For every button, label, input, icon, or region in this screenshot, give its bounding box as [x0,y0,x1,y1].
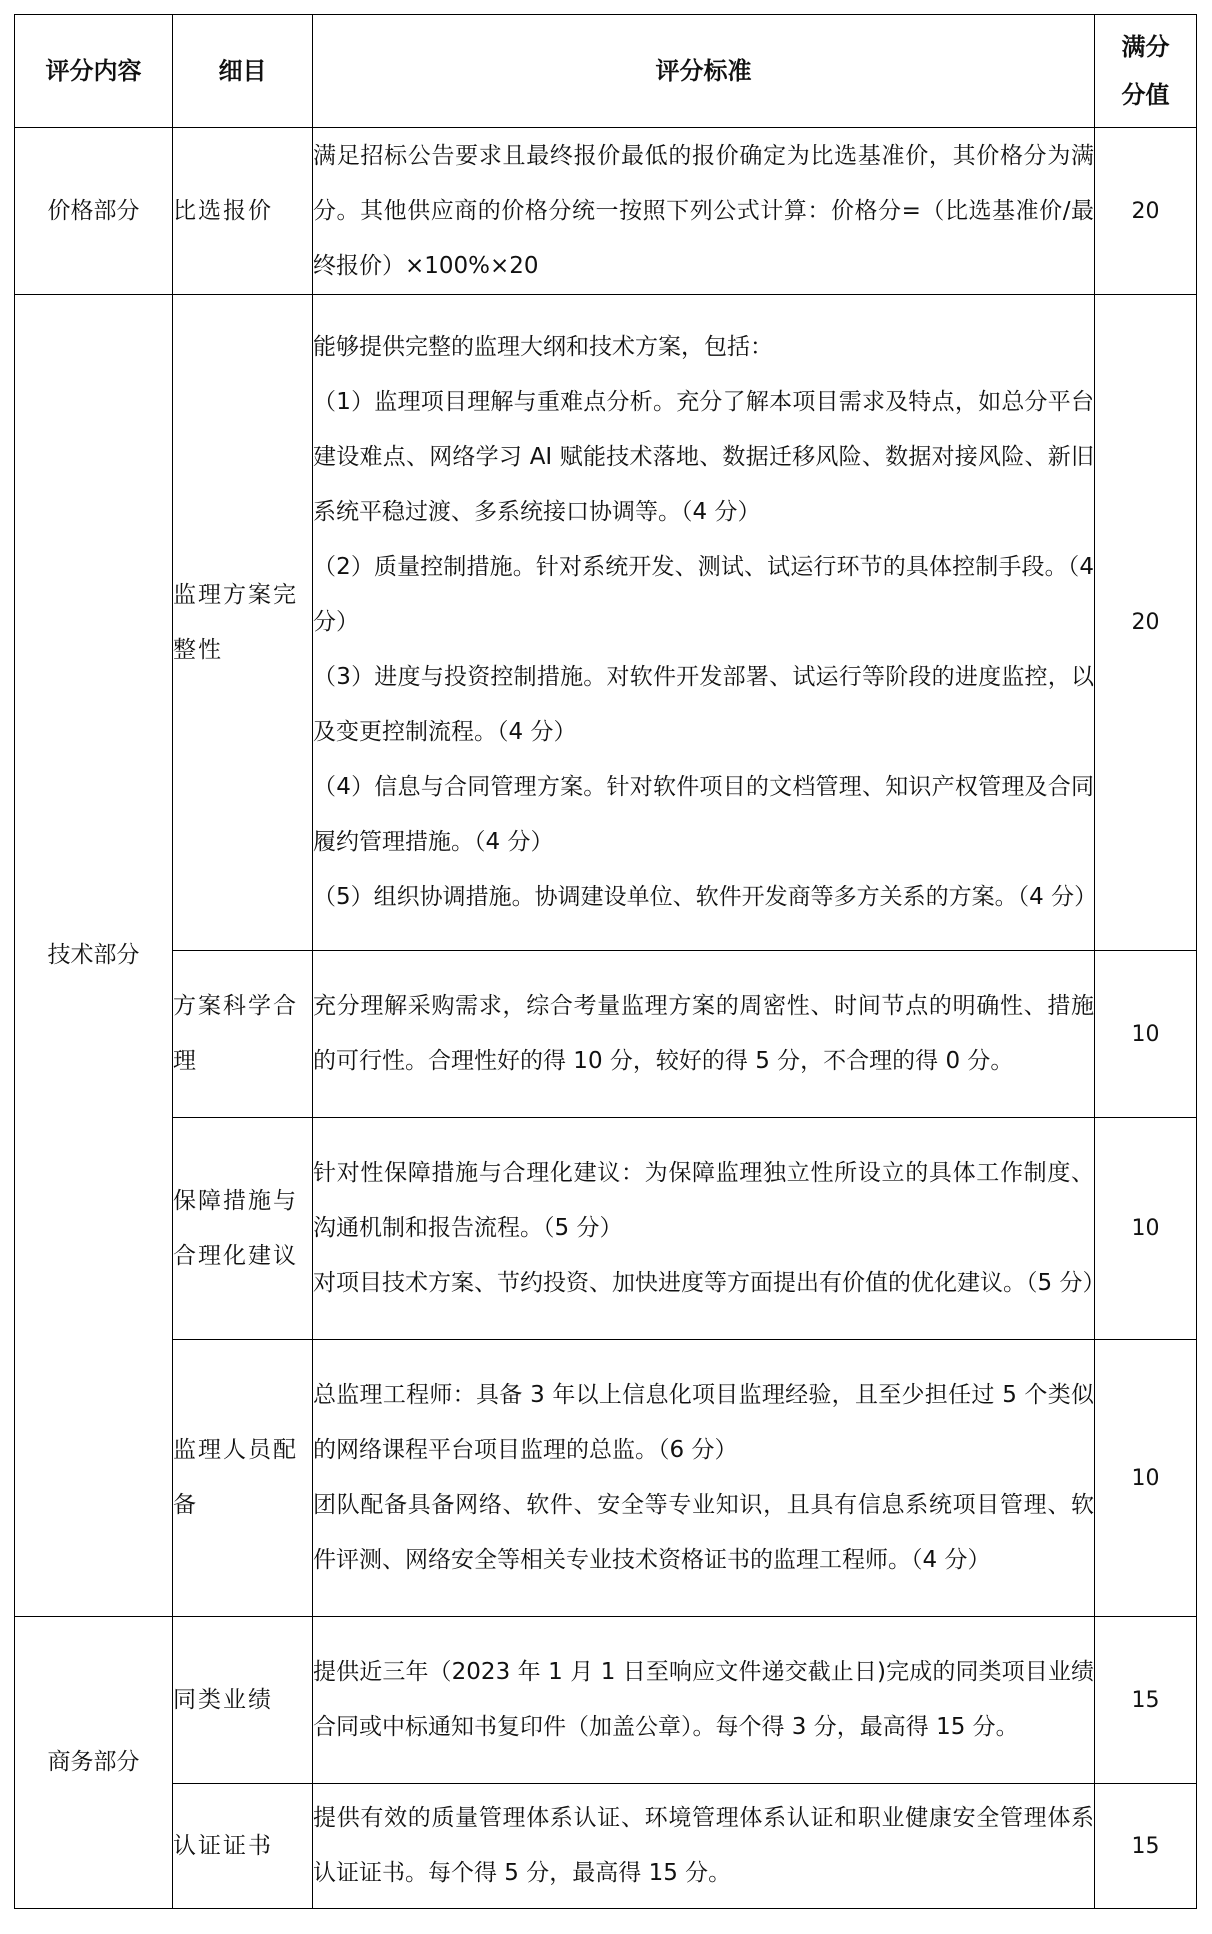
item-cell: 同类业绩 [173,1617,313,1784]
item-cell: 保障措施与合理化建议 [173,1118,313,1340]
criteria-text: （1）监理项目理解与重难点分析。充分了解本项目需求及特点，如总分平台建设难点、网络学习 AI 赋能技术落地、数据迁移风险、数据对接风险、新旧系统平稳过渡、多系统接口协调等。（4 分） [313,389,1094,525]
criteria-text: （5）组织协调措施。协调建设单位、软件开发商等多方关系的方案。（4 分） [313,884,1098,910]
criteria-cell [313,1340,1095,1617]
criteria-text: 能够提供完整的监理大纲和技术方案，包括： [313,334,773,360]
score-cell: 10 [1095,1340,1197,1617]
category-cell: 技术部分 [15,295,173,1617]
header-full-score [1095,15,1197,128]
criteria-text: 总监理工程师：具备 3 年以上信息化项目监理经验，且至少担任过 5 个类似的网络课程平台项目监理的总监。（6 分） [313,1382,1094,1463]
header-item: 细目 [173,15,313,128]
table-row [15,1617,1197,1784]
criteria-text: 提供有效的质量管理体系认证、环境管理体系认证和职业健康安全管理体系认证证书。每个得 5 分，最高得 15 分。 [313,1805,1094,1886]
header-full-score-line2: 分值 [1121,81,1170,109]
criteria-text: 针对性保障措施与合理化建议：为保障监理独立性所设立的具体工作制度、沟通机制和报告流程。（5 分） [313,1160,1094,1241]
table-row [15,1118,1197,1340]
item-cell: 监理方案完整性 [173,295,313,951]
criteria-text: （2）质量控制措施。针对系统开发、测试、试运行环节的具体控制手段。（4 分） [313,554,1094,635]
table-row [15,1340,1197,1617]
criteria-cell [313,295,1098,951]
criteria-cell [313,1784,1095,1909]
score-cell: 10 [1095,951,1197,1118]
table-row [15,128,1197,295]
criteria-cell [313,1118,1106,1340]
scoring-table [14,14,1197,1909]
score-cell: 20 [1095,295,1197,951]
table-row [15,295,1197,951]
criteria-text: 团队配备具备网络、软件、安全等专业知识，且具有信息系统项目管理、软件评测、网络安全等相关专业技术资格证书的监理工程师。（4 分） [313,1492,1094,1573]
criteria-cell [313,128,1095,295]
criteria-text: 对项目技术方案、节约投资、加快进度等方面提出有价值的优化建议。（5 分） [313,1270,1106,1296]
criteria-text: 满足招标公告要求且最终报价最低的报价确定为比选基准价，其价格分为满分。其他供应商的价格分统一按照下列公式计算：价格分=（比选基准价/最终报价）×100%×20 [313,142,1094,279]
item-cell: 认证证书 [173,1784,313,1909]
score-cell: 15 [1095,1617,1197,1784]
score-cell: 20 [1095,128,1197,295]
criteria-text: （3）进度与投资控制措施。对软件开发部署、试运行等阶段的进度监控，以及变更控制流程。（4 分） [313,664,1094,745]
header-category: 评分内容 [15,15,173,128]
criteria-text: 充分理解采购需求，综合考量监理方案的周密性、时间节点的明确性、措施的可行性。合理性好的得 10 分，较好的得 5 分，不合理的得 0 分。 [313,993,1094,1074]
table-row [15,951,1197,1118]
table-row [15,1784,1197,1909]
header-full-score-line1: 满分 [1121,33,1170,61]
item-cell: 方案科学合理 [173,951,313,1118]
category-cell: 价格部分 [15,128,173,295]
criteria-cell [313,1617,1095,1784]
criteria-text: 提供近三年（2023 年 1 月 1 日至响应文件递交截止日)完成的同类项目业绩合同或中标通知书复印件（加盖公章）。每个得 3 分，最高得 15 分。 [313,1659,1094,1740]
item-cell: 监理人员配备 [173,1340,313,1617]
score-cell: 15 [1095,1784,1197,1909]
item-cell: 比选报价 [173,128,313,295]
score-cell: 10 [1095,1118,1197,1340]
header-row [15,15,1197,128]
header-criteria: 评分标准 [313,15,1095,128]
criteria-text: （4）信息与合同管理方案。针对软件项目的文档管理、知识产权管理及合同履约管理措施。（4 分） [313,774,1094,855]
criteria-cell [313,951,1095,1118]
category-cell: 商务部分 [15,1617,173,1909]
